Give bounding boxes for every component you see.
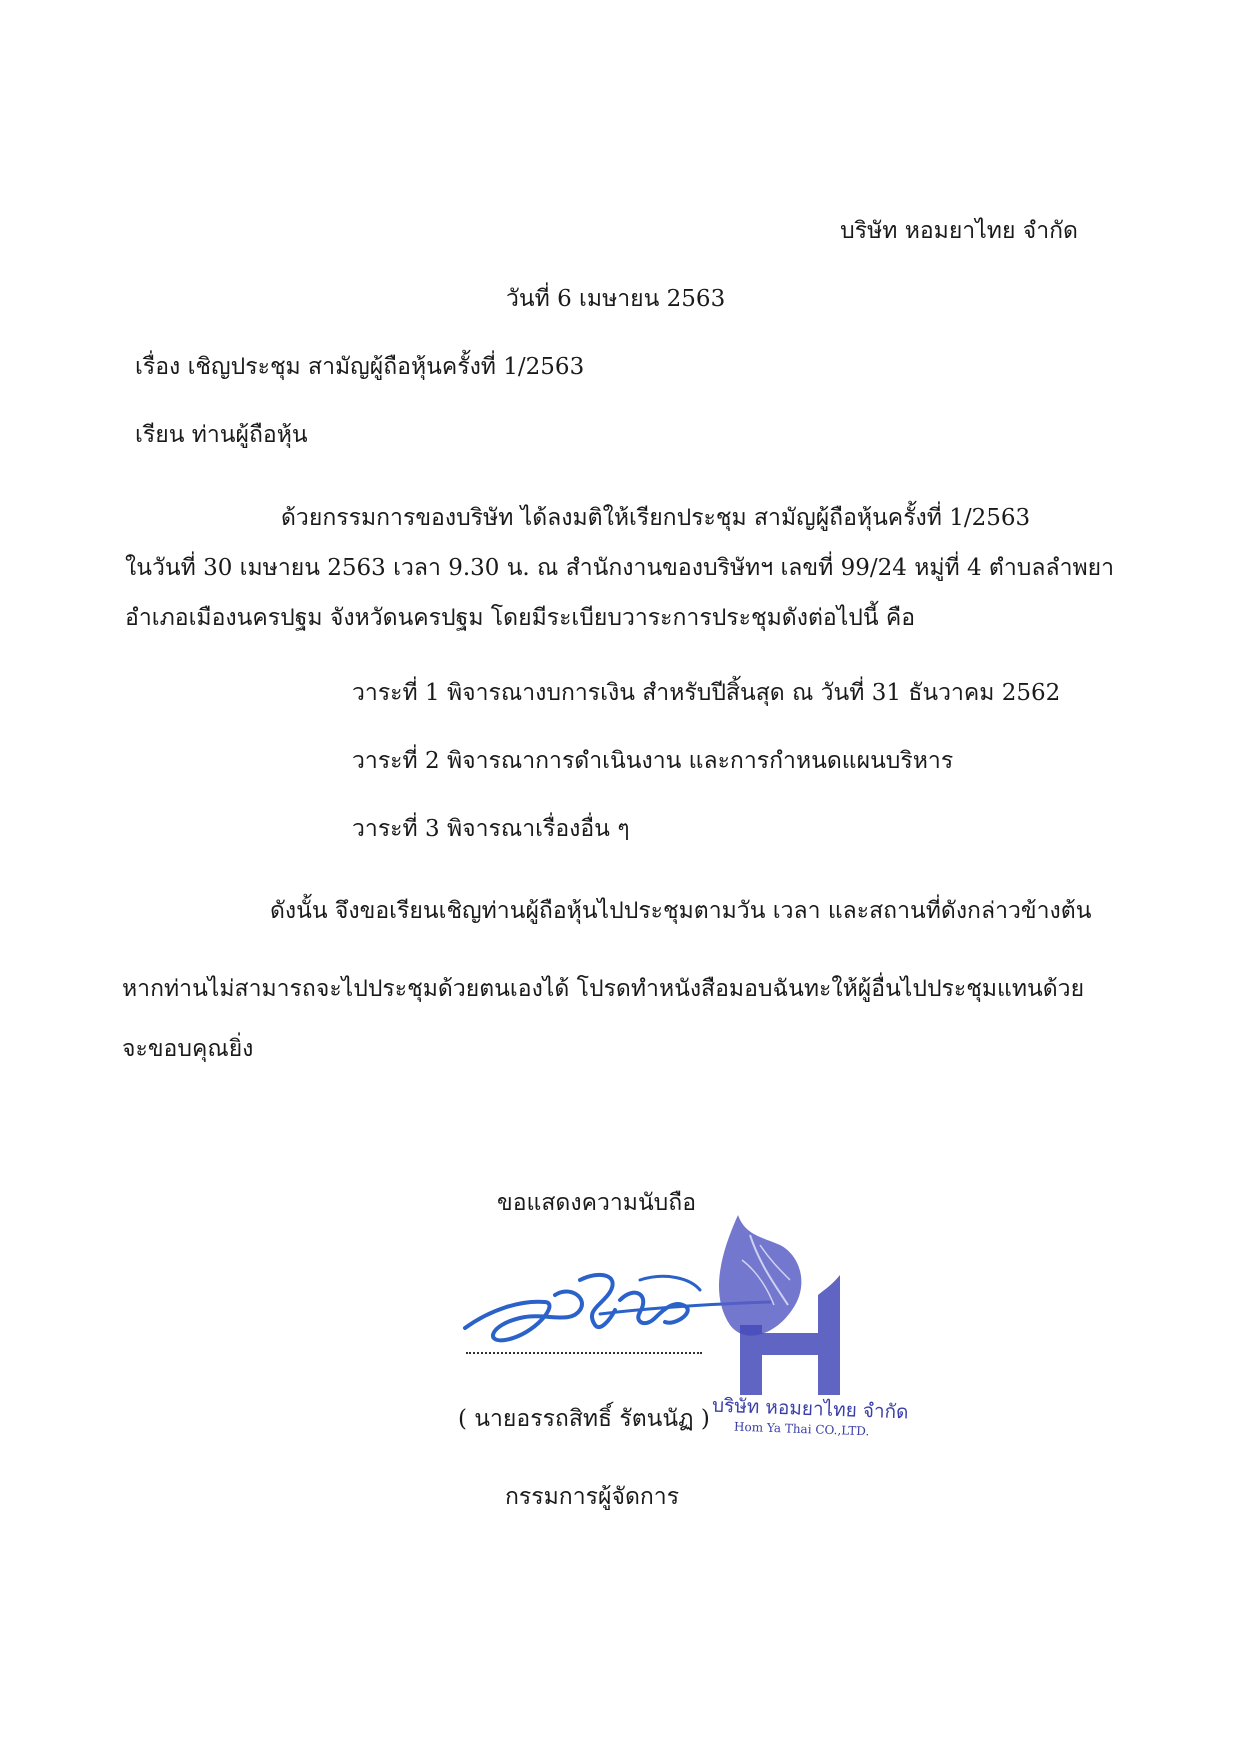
stamp-thai-name: บริษัท หอมยาไทย จำกัด <box>711 1394 909 1424</box>
agenda-item-1: วาระที่ 1 พิจารณางบการเงิน สำหรับปีสิ้นสุด ณ วันที่ 31 ธันวาคม 2562 <box>352 680 1061 706</box>
closing-line-2: หากท่านไม่สามารถจะไปประชุมด้วยตนเองได้ โปรดทำหนังสือมอบฉันทะให้ผู้อื่นไปประชุมแทนด้วย <box>122 976 1085 1002</box>
signature-dotted-line <box>466 1352 702 1354</box>
letter-subject: เรื่อง เชิญประชุม สามัญผู้ถือหุ้นครั้งที่ 1/2563 <box>135 354 585 380</box>
body-line-1: ด้วยกรรมการของบริษัท ได้ลงมติให้เรียกประชุม สามัญผู้ถือหุ้นครั้งที่ 1/2563 <box>281 505 1031 531</box>
letter-date: วันที่ 6 เมษายน 2563 <box>506 286 726 312</box>
stamp-english-name: Hom Ya Thai CO.,LTD. <box>733 1419 870 1439</box>
signer-title: กรรมการผู้จัดการ <box>505 1484 680 1510</box>
signer-name: ( นายอรรถสิทธิ์ รัตนนัฏ ) <box>458 1406 710 1432</box>
sign-off: ขอแสดงความนับถือ <box>497 1190 697 1216</box>
agenda-item-2: วาระที่ 2 พิจารณาการดำเนินงาน และการกำหนดแผนบริหาร <box>352 748 954 774</box>
closing-line-3: จะขอบคุณยิ่ง <box>122 1036 254 1062</box>
body-line-3: อำเภอเมืองนครปฐม จังหวัดนครปฐม โดยมีระเบียบวาระการประชุมดังต่อไปนี้ คือ <box>125 605 916 631</box>
agenda-item-3: วาระที่ 3 พิจารณาเรื่องอื่น ๆ <box>352 816 630 842</box>
company-header: บริษัท หอมยาไทย จำกัด <box>840 218 1078 244</box>
letter-salutation: เรียน ท่านผู้ถือหุ้น <box>135 422 308 448</box>
body-line-2: ในวันที่ 30 เมษายน 2563 เวลา 9.30 น. ณ สำนักงานของบริษัทฯ เลขที่ 99/24 หมู่ที่ 4 ตำบลลำพยา <box>125 555 1115 581</box>
closing-line-1: ดังนั้น จึงขอเรียนเชิญท่านผู้ถือหุ้นไปประชุมตามวัน เวลา และสถานที่ดังกล่าวข้างต้น <box>270 898 1092 924</box>
company-logo <box>700 1215 900 1405</box>
